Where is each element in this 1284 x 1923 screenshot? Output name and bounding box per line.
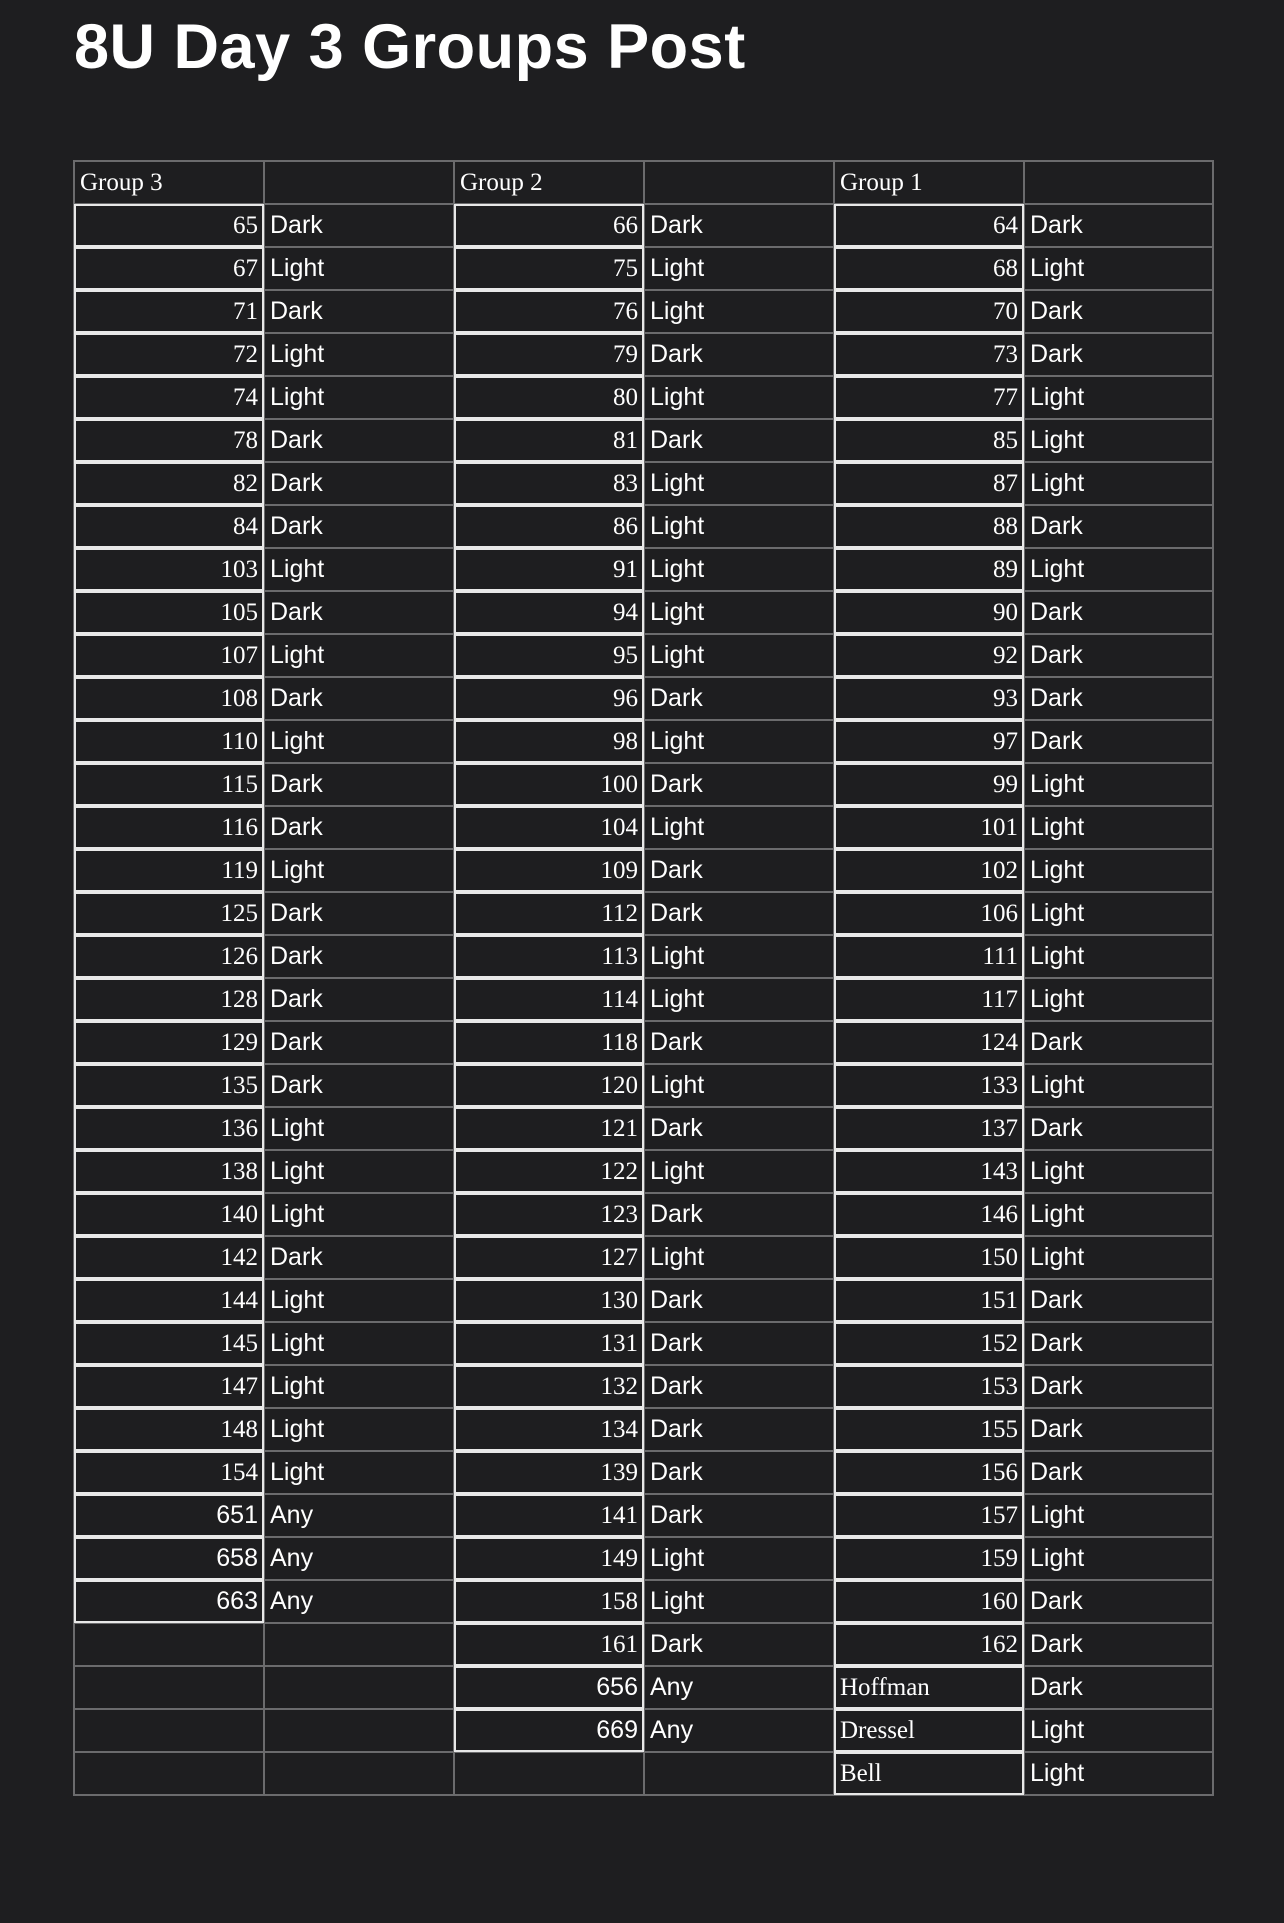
- group-2-shirt-cell[interactable]: Light: [644, 290, 834, 333]
- group-2-number-cell[interactable]: [454, 1752, 644, 1795]
- group-1-number-cell[interactable]: 64: [834, 204, 1024, 247]
- group-2-number-cell[interactable]: 158: [454, 1580, 644, 1623]
- group-1-shirt-cell[interactable]: Light: [1024, 247, 1213, 290]
- group-1-shirt-cell[interactable]: Light: [1024, 763, 1213, 806]
- table-row: [74, 548, 1213, 591]
- group-1-shirt-cell[interactable]: Dark: [1024, 1322, 1213, 1365]
- group-3-shirt-cell[interactable]: Light: [264, 1150, 454, 1193]
- table-row: [74, 1494, 1213, 1537]
- group-1-shirt-cell[interactable]: Dark: [1024, 634, 1213, 677]
- group-2-shirt-cell[interactable]: Light: [644, 1064, 834, 1107]
- group-3-shirt-cell[interactable]: Light: [264, 1193, 454, 1236]
- group-2-number-cell[interactable]: 669: [454, 1709, 644, 1752]
- group-2-number-cell[interactable]: 66: [454, 204, 644, 247]
- group-2-shirt-cell[interactable]: Dark: [644, 849, 834, 892]
- group-1-shirt-cell[interactable]: Dark: [1024, 591, 1213, 634]
- group-3-number-cell[interactable]: 126: [74, 935, 264, 978]
- group-1-shirt-cell[interactable]: Light: [1024, 1537, 1213, 1580]
- group-2-shirt-cell[interactable]: Dark: [644, 1451, 834, 1494]
- group-3-number-cell[interactable]: 107: [74, 634, 264, 677]
- group-1-number-cell[interactable]: 117: [834, 978, 1024, 1021]
- group-3-shirt-cell[interactable]: Light: [264, 1279, 454, 1322]
- group-2-number-cell[interactable]: 121: [454, 1107, 644, 1150]
- group-3-shirt-cell[interactable]: Dark: [264, 1236, 454, 1279]
- group-1-number-cell[interactable]: 106: [834, 892, 1024, 935]
- group-1-number-cell[interactable]: Hoffman: [834, 1666, 1024, 1709]
- group-1-number-cell[interactable]: 70: [834, 290, 1024, 333]
- group-1-number-cell[interactable]: 151: [834, 1279, 1024, 1322]
- group-3-shirt-cell[interactable]: Light: [264, 376, 454, 419]
- group-3-shirt-cell[interactable]: Dark: [264, 591, 454, 634]
- group-3-number-cell[interactable]: [74, 1752, 264, 1795]
- group-2-number-cell[interactable]: 81: [454, 419, 644, 462]
- group-2-number-cell[interactable]: 161: [454, 1623, 644, 1666]
- table-row: [74, 1451, 1213, 1494]
- table-row: [74, 978, 1213, 1021]
- group-3-shirt-cell[interactable]: Dark: [264, 1021, 454, 1064]
- group-2-number-cell[interactable]: 79: [454, 333, 644, 376]
- group-3-number-cell[interactable]: 67: [74, 247, 264, 290]
- group-3-number-cell[interactable]: [74, 1666, 264, 1709]
- group-1-shirt-cell[interactable]: Dark: [1024, 505, 1213, 548]
- group-2-number-cell[interactable]: 132: [454, 1365, 644, 1408]
- table-row: [74, 677, 1213, 720]
- group-2-number-cell[interactable]: 104: [454, 806, 644, 849]
- group-3-number-cell[interactable]: 140: [74, 1193, 264, 1236]
- group-3-shirt-cell[interactable]: Light: [264, 1408, 454, 1451]
- table-row: [74, 763, 1213, 806]
- table-row: [74, 849, 1213, 892]
- group-3-shirt-cell[interactable]: Light: [264, 247, 454, 290]
- group-3-shirt-cell[interactable]: Dark: [264, 763, 454, 806]
- group-3-shirt-cell[interactable]: Dark: [264, 1064, 454, 1107]
- group-1-shirt-cell[interactable]: Light: [1024, 1494, 1213, 1537]
- group-2-header-blank[interactable]: [644, 161, 834, 204]
- group-1-number-cell[interactable]: 85: [834, 419, 1024, 462]
- group-3-number-cell[interactable]: 128: [74, 978, 264, 1021]
- group-2-shirt-cell[interactable]: Light: [644, 505, 834, 548]
- group-2-shirt-cell[interactable]: Dark: [644, 892, 834, 935]
- group-2-shirt-cell[interactable]: Dark: [644, 1623, 834, 1666]
- group-2-number-cell[interactable]: 114: [454, 978, 644, 1021]
- group-1-number-cell[interactable]: 159: [834, 1537, 1024, 1580]
- group-3-shirt-cell[interactable]: [264, 1623, 454, 1666]
- group-1-number-cell[interactable]: 160: [834, 1580, 1024, 1623]
- table-row: [74, 247, 1213, 290]
- group-3-number-cell[interactable]: 144: [74, 1279, 264, 1322]
- table-row: [74, 1365, 1213, 1408]
- group-2-shirt-cell[interactable]: Light: [644, 1580, 834, 1623]
- group-1-shirt-cell[interactable]: Light: [1024, 548, 1213, 591]
- group-2-shirt-cell[interactable]: Dark: [644, 1322, 834, 1365]
- group-2-shirt-cell[interactable]: Dark: [644, 1107, 834, 1150]
- group-3-shirt-cell[interactable]: Light: [264, 1451, 454, 1494]
- table-row: [74, 1107, 1213, 1150]
- group-1-shirt-cell[interactable]: Dark: [1024, 333, 1213, 376]
- group-3-shirt-cell[interactable]: Light: [264, 634, 454, 677]
- group-2-number-cell[interactable]: 118: [454, 1021, 644, 1064]
- group-2-number-cell[interactable]: 122: [454, 1150, 644, 1193]
- group-3-header[interactable]: Group 3: [74, 161, 264, 204]
- group-2-number-cell[interactable]: 127: [454, 1236, 644, 1279]
- group-1-shirt-cell[interactable]: Dark: [1024, 677, 1213, 720]
- group-2-number-cell[interactable]: 96: [454, 677, 644, 720]
- table-row: [74, 1279, 1213, 1322]
- group-1-shirt-cell[interactable]: Light: [1024, 419, 1213, 462]
- group-2-number-cell[interactable]: 130: [454, 1279, 644, 1322]
- group-2-number-cell[interactable]: 86: [454, 505, 644, 548]
- group-3-shirt-cell[interactable]: Light: [264, 1365, 454, 1408]
- group-2-shirt-cell[interactable]: Dark: [644, 1365, 834, 1408]
- group-2-shirt-cell[interactable]: Dark: [644, 1279, 834, 1322]
- group-2-shirt-cell[interactable]: Light: [644, 720, 834, 763]
- group-3-shirt-cell[interactable]: Dark: [264, 419, 454, 462]
- group-1-number-cell[interactable]: 77: [834, 376, 1024, 419]
- group-2-shirt-cell[interactable]: Dark: [644, 763, 834, 806]
- group-3-shirt-cell[interactable]: Dark: [264, 290, 454, 333]
- group-1-number-cell[interactable]: 157: [834, 1494, 1024, 1537]
- group-3-shirt-cell[interactable]: Dark: [264, 935, 454, 978]
- group-1-header[interactable]: Group 1: [834, 161, 1024, 204]
- group-3-number-cell[interactable]: 71: [74, 290, 264, 333]
- group-3-shirt-cell[interactable]: Light: [264, 333, 454, 376]
- group-1-number-cell[interactable]: 99: [834, 763, 1024, 806]
- group-3-shirt-cell[interactable]: Dark: [264, 462, 454, 505]
- group-2-number-cell[interactable]: 123: [454, 1193, 644, 1236]
- group-1-number-cell[interactable]: 92: [834, 634, 1024, 677]
- table-row: [74, 1322, 1213, 1365]
- group-3-number-cell[interactable]: [74, 1709, 264, 1752]
- group-3-number-cell[interactable]: 136: [74, 1107, 264, 1150]
- table-row: [74, 333, 1213, 376]
- group-3-number-cell[interactable]: 78: [74, 419, 264, 462]
- table-row: [74, 1064, 1213, 1107]
- group-2-number-cell[interactable]: 75: [454, 247, 644, 290]
- group-1-number-cell[interactable]: 124: [834, 1021, 1024, 1064]
- group-2-number-cell[interactable]: 94: [454, 591, 644, 634]
- group-2-shirt-cell[interactable]: Light: [644, 634, 834, 677]
- group-2-number-cell[interactable]: 100: [454, 763, 644, 806]
- group-1-number-cell[interactable]: 90: [834, 591, 1024, 634]
- group-3-shirt-cell[interactable]: Dark: [264, 204, 454, 247]
- group-1-shirt-cell[interactable]: Dark: [1024, 1107, 1213, 1150]
- group-1-shirt-cell[interactable]: Dark: [1024, 204, 1213, 247]
- group-3-number-cell[interactable]: 119: [74, 849, 264, 892]
- group-1-shirt-cell[interactable]: Light: [1024, 1709, 1213, 1752]
- group-3-shirt-cell[interactable]: Dark: [264, 677, 454, 720]
- group-1-shirt-cell[interactable]: Dark: [1024, 1580, 1213, 1623]
- group-2-shirt-cell[interactable]: Light: [644, 247, 834, 290]
- group-1-shirt-cell[interactable]: Dark: [1024, 1408, 1213, 1451]
- group-3-shirt-cell[interactable]: Any: [264, 1494, 454, 1537]
- group-1-number-cell[interactable]: 137: [834, 1107, 1024, 1150]
- group-3-shirt-cell[interactable]: [264, 1666, 454, 1709]
- group-1-shirt-cell[interactable]: Light: [1024, 892, 1213, 935]
- group-2-number-cell[interactable]: 149: [454, 1537, 644, 1580]
- group-3-number-cell[interactable]: 72: [74, 333, 264, 376]
- table-row: [74, 419, 1213, 462]
- table-row: [74, 720, 1213, 763]
- group-3-shirt-cell[interactable]: Dark: [264, 978, 454, 1021]
- group-3-shirt-cell[interactable]: Light: [264, 1322, 454, 1365]
- group-2-shirt-cell[interactable]: Dark: [644, 1021, 834, 1064]
- group-1-number-cell[interactable]: 111: [834, 935, 1024, 978]
- group-3-number-cell[interactable]: 129: [74, 1021, 264, 1064]
- group-2-shirt-cell[interactable]: Light: [644, 591, 834, 634]
- group-3-shirt-cell[interactable]: Any: [264, 1580, 454, 1623]
- group-1-number-cell[interactable]: 153: [834, 1365, 1024, 1408]
- group-3-number-cell[interactable]: 108: [74, 677, 264, 720]
- table-row: [74, 1623, 1213, 1666]
- group-2-number-cell[interactable]: 80: [454, 376, 644, 419]
- group-1-shirt-cell[interactable]: Light: [1024, 462, 1213, 505]
- group-2-shirt-cell[interactable]: [644, 1752, 834, 1795]
- group-1-shirt-cell[interactable]: Light: [1024, 1752, 1213, 1795]
- group-2-shirt-cell[interactable]: Light: [644, 548, 834, 591]
- group-3-number-cell[interactable]: 154: [74, 1451, 264, 1494]
- group-2-number-cell[interactable]: 131: [454, 1322, 644, 1365]
- table-row: [74, 1537, 1213, 1580]
- table-row: [74, 505, 1213, 548]
- group-1-number-cell[interactable]: 88: [834, 505, 1024, 548]
- page-title: 8U Day 3 Groups Post: [74, 12, 746, 82]
- group-2-number-cell[interactable]: 98: [454, 720, 644, 763]
- group-3-shirt-cell[interactable]: Light: [264, 1107, 454, 1150]
- group-3-number-cell[interactable]: 65: [74, 204, 264, 247]
- group-2-number-cell[interactable]: 141: [454, 1494, 644, 1537]
- group-3-number-cell[interactable]: 142: [74, 1236, 264, 1279]
- group-3-shirt-cell[interactable]: Dark: [264, 806, 454, 849]
- table-row: [74, 634, 1213, 677]
- group-1-shirt-cell[interactable]: Light: [1024, 1193, 1213, 1236]
- group-3-shirt-cell[interactable]: [264, 1752, 454, 1795]
- group-1-shirt-cell[interactable]: Light: [1024, 1150, 1213, 1193]
- group-2-shirt-cell[interactable]: Dark: [644, 419, 834, 462]
- group-1-shirt-cell[interactable]: Light: [1024, 376, 1213, 419]
- group-2-shirt-cell[interactable]: Any: [644, 1709, 834, 1752]
- group-2-shirt-cell[interactable]: Light: [644, 978, 834, 1021]
- group-1-number-cell[interactable]: 133: [834, 1064, 1024, 1107]
- group-2-shirt-cell[interactable]: Dark: [644, 204, 834, 247]
- group-2-shirt-cell[interactable]: Light: [644, 1150, 834, 1193]
- table-row: [74, 1408, 1213, 1451]
- group-2-shirt-cell[interactable]: Any: [644, 1666, 834, 1709]
- group-3-number-cell[interactable]: 148: [74, 1408, 264, 1451]
- table-row: [74, 204, 1213, 247]
- table-row: [74, 290, 1213, 333]
- group-1-shirt-cell[interactable]: Dark: [1024, 1666, 1213, 1709]
- group-1-shirt-cell[interactable]: Light: [1024, 1236, 1213, 1279]
- group-3-number-cell[interactable]: 663: [74, 1580, 264, 1623]
- group-1-header-blank[interactable]: [1024, 161, 1213, 204]
- group-2-number-cell[interactable]: 76: [454, 290, 644, 333]
- table-row: [74, 462, 1213, 505]
- group-3-number-cell[interactable]: 115: [74, 763, 264, 806]
- table-row: [74, 1236, 1213, 1279]
- table-row: [74, 1709, 1213, 1752]
- group-1-number-cell[interactable]: 87: [834, 462, 1024, 505]
- group-2-number-cell[interactable]: 91: [454, 548, 644, 591]
- group-1-number-cell[interactable]: 155: [834, 1408, 1024, 1451]
- group-2-shirt-cell[interactable]: Light: [644, 806, 834, 849]
- group-3-number-cell[interactable]: 82: [74, 462, 264, 505]
- header-row: [74, 161, 1213, 204]
- group-3-number-cell[interactable]: [74, 1623, 264, 1666]
- group-3-number-cell[interactable]: 658: [74, 1537, 264, 1580]
- group-2-number-cell[interactable]: 109: [454, 849, 644, 892]
- group-1-shirt-cell[interactable]: Dark: [1024, 290, 1213, 333]
- table-row: [74, 935, 1213, 978]
- group-2-number-cell[interactable]: 134: [454, 1408, 644, 1451]
- group-1-shirt-cell[interactable]: Dark: [1024, 1021, 1213, 1064]
- group-3-shirt-cell[interactable]: [264, 1709, 454, 1752]
- table-row: [74, 1752, 1213, 1795]
- group-2-number-cell[interactable]: 139: [454, 1451, 644, 1494]
- group-3-number-cell[interactable]: 84: [74, 505, 264, 548]
- group-3-number-cell[interactable]: 74: [74, 376, 264, 419]
- group-1-number-cell[interactable]: 97: [834, 720, 1024, 763]
- group-3-number-cell[interactable]: 145: [74, 1322, 264, 1365]
- group-1-shirt-cell[interactable]: Light: [1024, 806, 1213, 849]
- group-1-number-cell[interactable]: Bell: [834, 1752, 1024, 1795]
- group-3-shirt-cell[interactable]: Dark: [264, 505, 454, 548]
- group-1-number-cell[interactable]: Dressel: [834, 1709, 1024, 1752]
- group-2-number-cell[interactable]: 656: [454, 1666, 644, 1709]
- group-3-number-cell[interactable]: 110: [74, 720, 264, 763]
- group-3-number-cell[interactable]: 103: [74, 548, 264, 591]
- group-1-shirt-cell[interactable]: Light: [1024, 935, 1213, 978]
- group-3-number-cell[interactable]: 138: [74, 1150, 264, 1193]
- group-1-number-cell[interactable]: 143: [834, 1150, 1024, 1193]
- group-1-shirt-cell[interactable]: Dark: [1024, 1623, 1213, 1666]
- group-1-number-cell[interactable]: 89: [834, 548, 1024, 591]
- group-1-number-cell[interactable]: 102: [834, 849, 1024, 892]
- group-1-number-cell[interactable]: 101: [834, 806, 1024, 849]
- table-row: [74, 376, 1213, 419]
- group-1-number-cell[interactable]: 146: [834, 1193, 1024, 1236]
- group-1-number-cell[interactable]: 162: [834, 1623, 1024, 1666]
- group-3-shirt-cell[interactable]: Light: [264, 849, 454, 892]
- group-3-number-cell[interactable]: 147: [74, 1365, 264, 1408]
- group-1-shirt-cell[interactable]: Dark: [1024, 1279, 1213, 1322]
- group-2-shirt-cell[interactable]: Dark: [644, 333, 834, 376]
- table-row: [74, 1193, 1213, 1236]
- table-row: [74, 1150, 1213, 1193]
- group-1-number-cell[interactable]: 73: [834, 333, 1024, 376]
- table-row: [74, 1580, 1213, 1623]
- group-2-shirt-cell[interactable]: Dark: [644, 1408, 834, 1451]
- group-2-shirt-cell[interactable]: Dark: [644, 1494, 834, 1537]
- group-3-number-cell[interactable]: 116: [74, 806, 264, 849]
- group-2-shirt-cell[interactable]: Light: [644, 1236, 834, 1279]
- table-row: [74, 1021, 1213, 1064]
- group-3-number-cell[interactable]: 125: [74, 892, 264, 935]
- group-2-shirt-cell[interactable]: Dark: [644, 1193, 834, 1236]
- table-row: [74, 1666, 1213, 1709]
- group-1-shirt-cell[interactable]: Light: [1024, 849, 1213, 892]
- group-1-shirt-cell[interactable]: Dark: [1024, 720, 1213, 763]
- group-1-number-cell[interactable]: 150: [834, 1236, 1024, 1279]
- table-row: [74, 892, 1213, 935]
- group-1-shirt-cell[interactable]: Light: [1024, 978, 1213, 1021]
- group-2-number-cell[interactable]: 113: [454, 935, 644, 978]
- group-1-shirt-cell[interactable]: Light: [1024, 1064, 1213, 1107]
- group-2-number-cell[interactable]: 112: [454, 892, 644, 935]
- groups-table: [73, 160, 1214, 1796]
- group-3-number-cell[interactable]: 105: [74, 591, 264, 634]
- group-2-header[interactable]: Group 2: [454, 161, 644, 204]
- group-2-shirt-cell[interactable]: Light: [644, 376, 834, 419]
- group-1-shirt-cell[interactable]: Dark: [1024, 1451, 1213, 1494]
- group-3-shirt-cell[interactable]: Dark: [264, 892, 454, 935]
- group-2-number-cell[interactable]: 83: [454, 462, 644, 505]
- group-1-number-cell[interactable]: 156: [834, 1451, 1024, 1494]
- group-1-shirt-cell[interactable]: Dark: [1024, 1365, 1213, 1408]
- group-3-number-cell[interactable]: 135: [74, 1064, 264, 1107]
- group-2-shirt-cell[interactable]: Light: [644, 462, 834, 505]
- group-3-shirt-cell[interactable]: Light: [264, 548, 454, 591]
- group-2-number-cell[interactable]: 95: [454, 634, 644, 677]
- group-2-shirt-cell[interactable]: Light: [644, 935, 834, 978]
- table-row: [74, 591, 1213, 634]
- group-2-number-cell[interactable]: 120: [454, 1064, 644, 1107]
- group-3-number-cell[interactable]: 651: [74, 1494, 264, 1537]
- group-1-number-cell[interactable]: 68: [834, 247, 1024, 290]
- group-3-shirt-cell[interactable]: Light: [264, 720, 454, 763]
- group-1-number-cell[interactable]: 152: [834, 1322, 1024, 1365]
- group-2-shirt-cell[interactable]: Light: [644, 1537, 834, 1580]
- group-2-shirt-cell[interactable]: Dark: [644, 677, 834, 720]
- group-3-shirt-cell[interactable]: Any: [264, 1537, 454, 1580]
- group-3-header-blank[interactable]: [264, 161, 454, 204]
- table-row: [74, 806, 1213, 849]
- group-1-number-cell[interactable]: 93: [834, 677, 1024, 720]
